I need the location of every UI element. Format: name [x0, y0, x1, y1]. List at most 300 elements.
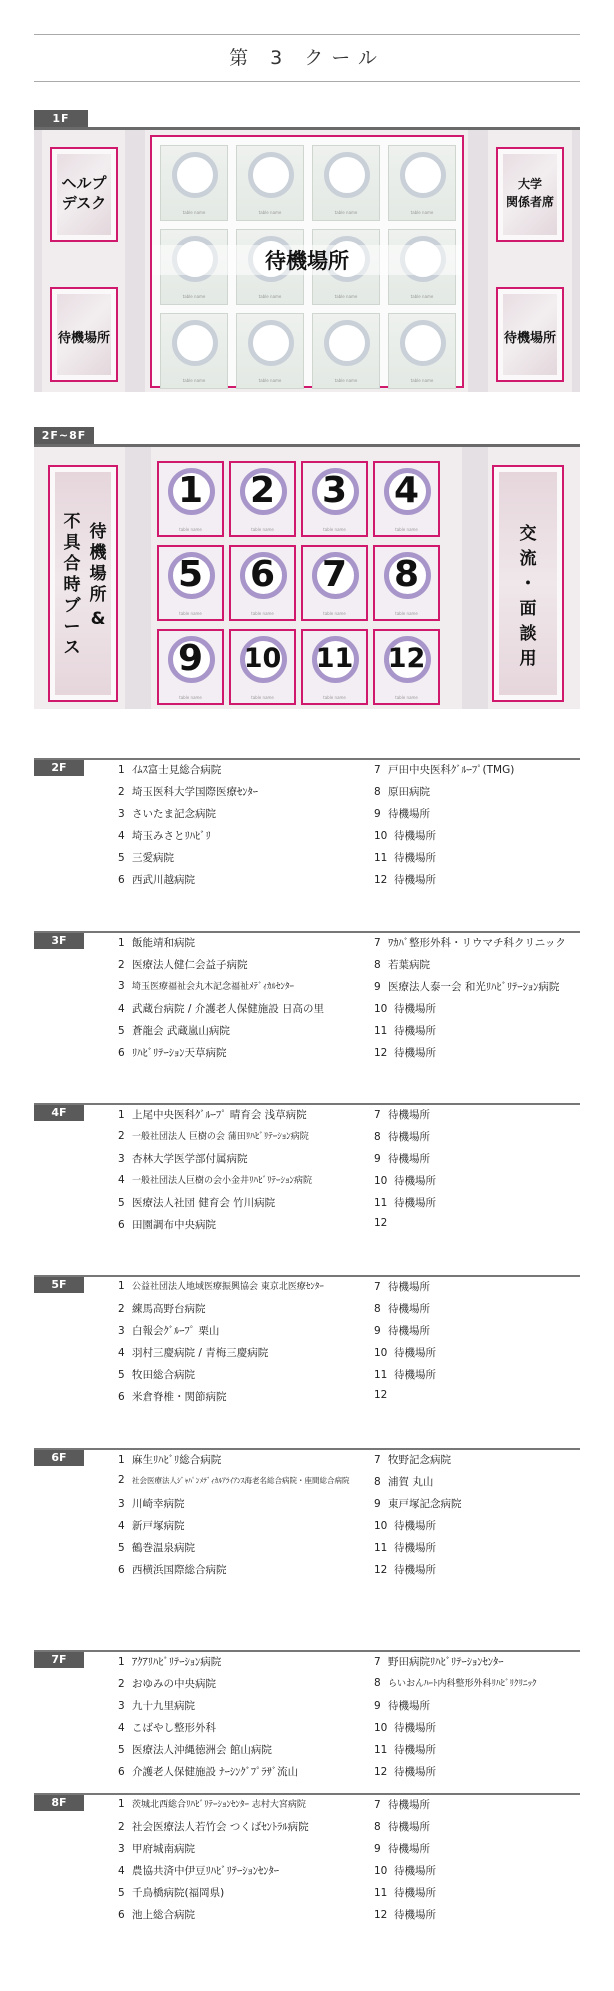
booth-row: [374, 850, 436, 865]
booth-row: [374, 1698, 430, 1713]
booth-number: 12: [374, 1909, 388, 1921]
booth-name: 一般社団法人 巨樹の会 蒲田ﾘﾊﾋﾞﾘﾃｰｼｮﾝ病院: [132, 1132, 309, 1142]
floor-divider: [34, 1793, 580, 1795]
booth-row: [118, 957, 248, 972]
booth-row: [374, 1474, 433, 1489]
booth-name: 待機場所: [394, 1766, 436, 1778]
booth-number: 2: [118, 1303, 125, 1315]
floor-tag-5f: 5F: [34, 1277, 84, 1293]
booth-row: [374, 1742, 436, 1757]
table-name-label: table name: [395, 527, 418, 532]
booth-name: 埼玉医科大学国際医療ｾﾝﾀｰ: [132, 786, 258, 798]
booth-row: [118, 1562, 227, 1577]
booth-name: 牧田総合病院: [132, 1369, 195, 1381]
table-ring: [248, 152, 294, 198]
table-6: [229, 545, 296, 621]
table-ring: [248, 320, 294, 366]
floor-divider: [34, 758, 580, 760]
waiting-area-1f-right: [496, 287, 564, 382]
booth-row: [374, 1217, 394, 1229]
booth-number: 2: [118, 1474, 125, 1486]
table-1: [157, 461, 224, 537]
booth-name: 待機場所: [394, 1369, 436, 1381]
booth-name: 待機場所: [394, 852, 436, 864]
table-name-label: table name: [258, 210, 282, 215]
booth-name: 田園調布中央病院: [132, 1219, 216, 1231]
booth-row: [374, 1819, 430, 1834]
booth-row: [374, 1129, 430, 1144]
booth-row: [374, 1367, 436, 1382]
booth-row: [374, 1518, 436, 1533]
table-1f-12: [388, 313, 456, 389]
booth-name: 三愛病院: [132, 852, 174, 864]
booth-row: [374, 1107, 430, 1122]
table-name-label: table name: [179, 695, 202, 700]
floor-tag-4f: 4F: [34, 1105, 84, 1121]
booth-row: [118, 1742, 272, 1757]
booth-name: 武蔵台病院 / 介護老人保健施設 日高の里: [132, 1003, 325, 1015]
booth-name: 羽村三慶病院 / 青梅三慶病院: [132, 1347, 269, 1359]
floor-divider: [34, 1650, 580, 1652]
booth-row: [374, 828, 436, 843]
booth-name: ﾜｶﾊﾞ整形外科・リウマチ科クリニック: [388, 937, 566, 949]
booth-row: [374, 872, 436, 887]
table-ring: [172, 320, 218, 366]
table-name-label: table name: [251, 527, 274, 532]
table-name-label: table name: [410, 294, 434, 299]
table-ring: [324, 152, 370, 198]
booth-row: [374, 1323, 430, 1338]
booth-number: 8: [374, 1131, 381, 1143]
booth-row: [374, 1562, 436, 1577]
booth-name: 若葉病院: [388, 959, 430, 971]
university-line1: 大学: [517, 177, 542, 191]
booth-number: 7: [374, 937, 381, 949]
booth-name: 待機場所: [388, 1153, 430, 1165]
booth-number: 10: [374, 1865, 388, 1877]
booth-row: [118, 1023, 230, 1038]
page-title: 第 3 クール: [229, 47, 385, 69]
booth-number: 6: [118, 1909, 125, 1921]
table-number: 11: [315, 643, 354, 674]
booth-name: 待機場所: [394, 1175, 436, 1187]
booth-name: 待機場所: [394, 1865, 436, 1877]
booth-number: 7: [374, 1281, 381, 1293]
booth-row: [118, 762, 221, 777]
booth-number: 7: [374, 1799, 381, 1811]
booth-row: [374, 957, 430, 972]
booth-number: 8: [374, 1303, 381, 1315]
table-name-label: table name: [323, 527, 346, 532]
booth-name: 池上総合病院: [132, 1909, 195, 1921]
table-name-label: table name: [251, 695, 274, 700]
booth-number: 8: [374, 1677, 381, 1689]
booth-row: [118, 1841, 195, 1856]
map-edge-left: [34, 130, 42, 392]
table-number: 12: [387, 643, 426, 674]
booth-number: 3: [118, 1498, 125, 1510]
booth-number: 8: [374, 1476, 381, 1488]
booth-row: [374, 762, 514, 777]
table-8: [373, 545, 440, 621]
booth-name: 待機場所: [394, 1347, 436, 1359]
booth-number: 11: [374, 1369, 388, 1381]
map-pillar-left: [125, 130, 145, 392]
booth-name: 待機場所: [388, 1821, 430, 1833]
table-name-label: table name: [179, 611, 202, 616]
booth-name: 待機場所: [388, 1281, 430, 1293]
booth-number: 6: [118, 1047, 125, 1059]
booth-number: 11: [374, 1542, 388, 1554]
booth-row: [118, 1129, 309, 1142]
booth-name: らいおんﾊｰﾄ内科整形外科ﾘﾊﾋﾞﾘｸﾘﾆｯｸ: [388, 1679, 537, 1689]
booth-row: [374, 1863, 436, 1878]
booth-name: ﾘﾊﾋﾞﾘﾃｰｼｮﾝ天草病院: [132, 1047, 227, 1059]
booth-name: 川崎幸病院: [132, 1498, 185, 1510]
booth-row: [118, 1001, 324, 1016]
table-name-label: table name: [395, 695, 418, 700]
booth-number: 5: [118, 1197, 125, 1209]
booth-name: 待機場所: [388, 1700, 430, 1712]
booth-name: 待機場所: [394, 1003, 436, 1015]
booth-name: 医療法人社団 健育会 竹川病院: [132, 1197, 276, 1209]
booth-row: [118, 1540, 195, 1555]
waiting-right-label: 待機場所: [503, 331, 556, 346]
booth-name: 待機場所: [394, 1025, 436, 1037]
booth-row: [374, 1195, 436, 1210]
booth-number: 8: [374, 959, 381, 971]
booth-name: 医療法人泰一会 和光ﾘﾊﾋﾞﾘﾃｰｼｮﾝ病院: [388, 981, 560, 993]
booth-name: 原田病院: [388, 786, 430, 798]
booth-name: 牧野記念病院: [388, 1454, 451, 1466]
booth-number: 5: [118, 1542, 125, 1554]
booth-name: 待機場所: [394, 830, 436, 842]
booth-number: 2: [118, 959, 125, 971]
booth-name: 新戸塚病院: [132, 1520, 185, 1532]
table-number: 2: [249, 470, 276, 511]
booth-row: [374, 1885, 436, 1900]
booth-row: [118, 1819, 309, 1834]
booth-name: 待機場所: [394, 1542, 436, 1554]
table-12: [373, 629, 440, 705]
booth-row: [118, 1045, 227, 1060]
booth-row: [374, 1797, 430, 1812]
booth-row: [118, 1764, 298, 1779]
university-line2: 関係者席: [505, 195, 554, 209]
booth-name: 蒼龍会 武蔵嵐山病院: [132, 1025, 230, 1037]
booth-row: [374, 1001, 436, 1016]
booth-row: [374, 1389, 394, 1401]
booth-name: 待機場所: [394, 1722, 436, 1734]
table-10: [229, 629, 296, 705]
booth-row: [118, 1698, 195, 1713]
table-name-label: table name: [323, 695, 346, 700]
booth-name: 野田病院ﾘﾊﾋﾞﾘﾃｰｼｮﾝｾﾝﾀｰ: [388, 1656, 504, 1668]
booth-number: 10: [374, 1347, 388, 1359]
booth-name: 茨城北西総合ﾘﾊﾋﾞﾘﾃｰｼｮﾝｾﾝﾀｰ 志村大宮病院: [132, 1800, 306, 1810]
table-name-label: table name: [251, 611, 274, 616]
university-seats-area: [496, 147, 564, 242]
booth-row: [118, 1301, 206, 1316]
booth-number: 7: [374, 1109, 381, 1121]
booth-name: 社会医療法人若竹会 つくばｾﾝﾄﾗﾙ病院: [132, 1821, 309, 1833]
booth-number: 1: [118, 764, 125, 776]
map-edge-right: [572, 130, 580, 392]
booth-number: 4: [118, 830, 125, 842]
table-ring: [400, 320, 446, 366]
booth-name: 社会医療法人ｼﾞｬﾊﾟﾝﾒﾃﾞｨｶﾙｱﾗｲｱﾝｽ海老名総合病院・座間総合病院: [132, 1476, 350, 1485]
booth-row: [118, 872, 195, 887]
booth-number: 9: [374, 1153, 381, 1165]
booth-number: 12: [374, 1766, 388, 1778]
booth-number: 9: [374, 1498, 381, 1510]
booth-name: 浦賀 丸山: [388, 1476, 434, 1488]
booth-number: 10: [374, 830, 388, 842]
booth-row: [374, 1841, 430, 1856]
booth-number: 11: [374, 1025, 388, 1037]
booth-row: [374, 1540, 436, 1555]
booth-name: 待機場所: [388, 1843, 430, 1855]
table-7: [301, 545, 368, 621]
booth-row: [118, 1345, 268, 1360]
center-waiting-label: 待機場所: [152, 245, 462, 275]
help-desk-label: [52, 173, 116, 213]
booth-row: [118, 806, 216, 821]
booth-name: 待機場所: [388, 1325, 430, 1337]
booth-number: 9: [374, 808, 381, 820]
center-waiting-area-1f: [150, 135, 464, 388]
table-name-label: table name: [258, 294, 282, 299]
booth-number: 5: [118, 1887, 125, 1899]
booth-row: [118, 1496, 185, 1511]
booth-name: おゆみの中央病院: [132, 1678, 216, 1690]
booth-name: 九十九里病院: [132, 1700, 195, 1712]
booth-number: 10: [374, 1722, 388, 1734]
booth-name: 鶴巻温泉病院: [132, 1542, 195, 1554]
booth-name: 待機場所: [388, 1131, 430, 1143]
booth-name: 農協共済中伊豆ﾘﾊﾋﾞﾘﾃｰｼｮﾝｾﾝﾀｰ: [132, 1865, 279, 1877]
map2-pillar-left: [125, 447, 151, 709]
booth-row: [374, 1764, 436, 1779]
table-number: 4: [393, 470, 420, 511]
map2-pillar-right: [462, 447, 488, 709]
booth-row: [118, 1151, 248, 1166]
table-ring: [172, 152, 218, 198]
booth-name: 待機場所: [388, 1303, 430, 1315]
booth-row: [118, 1279, 324, 1292]
booth-name: ｱｸｱﾘﾊﾋﾞﾘﾃｰｼｮﾝ病院: [132, 1656, 222, 1668]
booth-row: [118, 1797, 306, 1810]
booth-number: 1: [118, 1656, 125, 1668]
booth-number: 9: [374, 1325, 381, 1337]
booth-number: 7: [374, 1454, 381, 1466]
booth-row: [118, 1907, 195, 1922]
booth-number: 6: [118, 1391, 125, 1403]
booth-number: 6: [118, 1564, 125, 1576]
booth-row: [374, 1496, 462, 1511]
booth-row: [118, 1107, 307, 1122]
booth-row: [118, 1654, 221, 1669]
booth-number: 3: [118, 1843, 125, 1855]
booth-number: 10: [374, 1520, 388, 1532]
waiting-vertical-label: 待 機 場 所: [89, 522, 107, 605]
table-name-label: table name: [410, 378, 434, 383]
booth-row: [118, 1474, 350, 1486]
booth-number: 4: [118, 1347, 125, 1359]
booth-row: [118, 1885, 224, 1900]
table-1f-10: [236, 313, 304, 389]
booth-name: 西横浜国際総合病院: [132, 1564, 227, 1576]
table-1f-3: [312, 145, 380, 221]
booth-row: [118, 1863, 279, 1878]
booth-number: 7: [374, 764, 381, 776]
booth-number: 4: [118, 1722, 125, 1734]
booth-row: [118, 1518, 185, 1533]
table-number: 6: [249, 554, 276, 595]
booth-number: 9: [374, 981, 381, 993]
booth-row: [118, 1195, 275, 1210]
table-name-label: table name: [182, 210, 206, 215]
table-1f-2: [236, 145, 304, 221]
help-desk-line1: ヘルプ: [61, 174, 107, 192]
table-name-label: table name: [334, 378, 358, 383]
floor-tag-7f: 7F: [34, 1652, 84, 1668]
booth-row: [374, 1907, 436, 1922]
table-number: 7: [321, 554, 348, 595]
map-pillar-right: [468, 130, 488, 392]
exchange-interview-area: [492, 465, 564, 702]
booth-number: 1: [118, 1280, 125, 1292]
booth-name: 飯能靖和病院: [132, 937, 195, 949]
booth-number: 10: [374, 1003, 388, 1015]
booth-name: 上尾中央医科ｸﾞﾙｰﾌﾟ 晴育会 浅草病院: [132, 1109, 307, 1121]
booth-row: [374, 1720, 436, 1735]
booth-number: 1: [118, 1454, 125, 1466]
booth-number: 12: [374, 1217, 388, 1229]
booth-name: さいたま記念病院: [132, 808, 216, 820]
booth-name: 待機場所: [388, 1109, 430, 1121]
floor-tag-6f: 6F: [34, 1450, 84, 1466]
booth-number: 3: [118, 1325, 125, 1337]
booth-row: [374, 1023, 436, 1038]
booth-number: 12: [374, 1389, 388, 1401]
booth-row: [374, 1452, 451, 1467]
booth-number: 4: [118, 1520, 125, 1532]
booth-name: 一般社団法人巨樹の会小金井ﾘﾊﾋﾞﾘﾃｰｼｮﾝ病院: [132, 1176, 313, 1186]
booth-row: [374, 1151, 430, 1166]
floor-tag-3f: 3F: [34, 933, 84, 949]
table-name-label: table name: [179, 527, 202, 532]
booth-number: 6: [118, 874, 125, 886]
booth-name: 米倉脊椎・関節病院: [132, 1391, 227, 1403]
booth-number: 6: [118, 1219, 125, 1231]
booth-name: 杏林大学医学部付属病院: [132, 1153, 248, 1165]
booth-number: 3: [118, 1700, 125, 1712]
table-1f-4: [388, 145, 456, 221]
booth-number: 10: [374, 1175, 388, 1187]
booth-number: 9: [374, 1700, 381, 1712]
booth-number: 9: [374, 1843, 381, 1855]
page-title-bar: [34, 34, 580, 82]
booth-name: 待機場所: [388, 1799, 430, 1811]
table-number: 8: [393, 554, 420, 595]
booth-name: 待機場所: [394, 1197, 436, 1209]
floor-divider: [34, 931, 580, 933]
university-seats-label: [498, 175, 562, 211]
booth-row: [118, 1452, 221, 1467]
booth-row: [374, 1173, 436, 1188]
booth-number: 6: [118, 1766, 125, 1778]
booth-number: 2: [118, 1821, 125, 1833]
table-3: [301, 461, 368, 537]
booth-row: [374, 1301, 430, 1316]
booth-number: 4: [118, 1174, 125, 1186]
table-5: [157, 545, 224, 621]
table-name-label: table name: [258, 378, 282, 383]
booth-number: 3: [118, 1153, 125, 1165]
booth-number: 11: [374, 1197, 388, 1209]
booth-row: [118, 979, 294, 992]
booth-row: [374, 1279, 430, 1294]
floor-tag-8f: 8F: [34, 1795, 84, 1811]
table-9: [157, 629, 224, 705]
booth-number: 4: [118, 1865, 125, 1877]
table-number: 5: [177, 554, 204, 595]
table-ring: [324, 320, 370, 366]
floor-tag-2f8f: 2F~8F: [34, 427, 94, 444]
table-11: [301, 629, 368, 705]
booth-number: 11: [374, 852, 388, 864]
table-name-label: table name: [323, 611, 346, 616]
booth-name: 千鳥橋病院(福岡県): [132, 1887, 225, 1899]
waiting-trouble-booth-area: [48, 465, 118, 702]
table-number: 9: [177, 638, 204, 679]
booth-number: 1: [118, 937, 125, 949]
booth-number: 3: [118, 808, 125, 820]
booth-row: [374, 1676, 537, 1689]
table-name-label: table name: [182, 294, 206, 299]
booth-number: 5: [118, 1744, 125, 1756]
booth-name: 麻生ﾘﾊﾋﾞﾘ総合病院: [132, 1454, 222, 1466]
table-4: [373, 461, 440, 537]
amp-label: &: [90, 609, 106, 629]
booth-number: 1: [118, 1109, 125, 1121]
booth-row: [118, 1720, 216, 1735]
booth-number: 12: [374, 1047, 388, 1059]
booth-name: 公益社団法人地域医療振興協会 東京北医療ｾﾝﾀｰ: [132, 1282, 324, 1292]
waiting-area-1f-left: [50, 287, 118, 382]
booth-number: 8: [374, 786, 381, 798]
booth-row: [118, 935, 195, 950]
booth-row: [374, 1045, 436, 1060]
table-name-label: table name: [334, 294, 358, 299]
booth-name: 待機場所: [394, 1887, 436, 1899]
booth-name: 西武川越病院: [132, 874, 195, 886]
waiting-left-label: 待機場所: [57, 331, 110, 346]
table-name-label: table name: [395, 611, 418, 616]
booth-name: 待機場所: [394, 874, 436, 886]
booth-name: 待機場所: [388, 808, 430, 820]
booth-name: 医療法人健仁会益子病院: [132, 959, 248, 971]
table-name-label: table name: [334, 210, 358, 215]
booth-row: [374, 784, 430, 799]
booth-name: 待機場所: [394, 1744, 436, 1756]
floor-divider: [34, 1103, 580, 1105]
help-desk-area: [50, 147, 118, 242]
booth-number: 3: [118, 980, 125, 992]
exchange-vertical-label: 交 流 ・ 面 談 用: [519, 524, 537, 669]
booth-name: 東戸塚記念病院: [388, 1498, 462, 1510]
